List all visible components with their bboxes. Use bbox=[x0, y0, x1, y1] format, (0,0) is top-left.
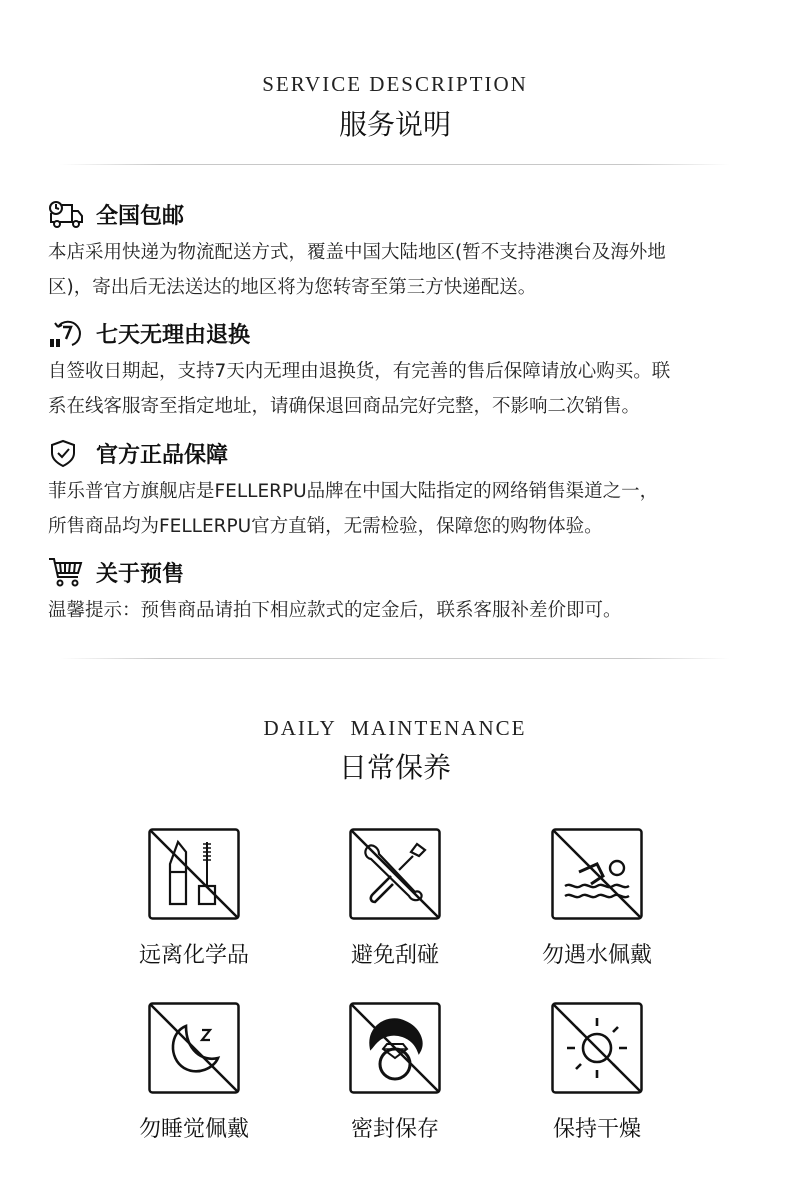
keep-dry-sun-icon bbox=[551, 1002, 643, 1094]
sealed-storage-icon bbox=[349, 1002, 441, 1094]
service-item-title: 七天无理由退换 bbox=[96, 322, 251, 348]
service-item-presale bbox=[48, 556, 748, 628]
care-item-label: 勿遇水佩戴 bbox=[541, 943, 652, 968]
care-item-label: 密封保存 bbox=[350, 1117, 439, 1142]
care-item-label: 保持干燥 bbox=[552, 1117, 641, 1142]
no-swimming-icon bbox=[551, 828, 643, 920]
shopping-cart-icon bbox=[48, 556, 84, 588]
delivery-truck-icon bbox=[48, 198, 84, 230]
service-item-free-shipping bbox=[48, 198, 748, 305]
service-item-text: 自签收日期起，支持7天内无理由退换货，有完善的售后保障请放心购买。联 bbox=[48, 361, 671, 382]
service-item-text: 温馨提示：预售商品请拍下相应款式的定金后，联系客服补差价即可。 bbox=[48, 600, 622, 621]
care-item-scratches bbox=[300, 828, 490, 969]
care-item-sleep bbox=[99, 1002, 289, 1143]
divider bbox=[60, 164, 730, 165]
service-cn-title: 服务说明 bbox=[338, 108, 451, 141]
service-item-authentic bbox=[48, 437, 748, 544]
care-item-chemicals bbox=[99, 828, 289, 969]
care-item-label: 远离化学品 bbox=[138, 943, 249, 968]
maintenance-en-title: DAILY MAINTENANCE bbox=[263, 716, 527, 740]
service-item-text: 菲乐普官方旗舰店是FELLERPU品牌在中国大陆指定的网络销售渠道之一， bbox=[48, 481, 659, 502]
seven-day-return-icon bbox=[48, 317, 84, 349]
service-item-text: 区)，寄出后无法送达的地区将为您转寄至第三方快递配送。 bbox=[48, 277, 537, 298]
service-item-seven-day-return bbox=[48, 317, 748, 424]
care-item-dry bbox=[502, 1002, 692, 1143]
service-en-title: SERVICE DESCRIPTION bbox=[262, 72, 528, 96]
shield-check-icon bbox=[48, 437, 84, 469]
no-tools-icon bbox=[349, 828, 441, 920]
no-sleeping-icon bbox=[148, 1002, 240, 1094]
maintenance-cn-title: 日常保养 bbox=[338, 751, 451, 784]
service-item-text: 本店采用快递为物流配送方式，覆盖中国大陆地区(暂不支持港澳台及海外地 bbox=[48, 242, 666, 263]
divider bbox=[60, 658, 730, 659]
service-item-title: 全国包邮 bbox=[96, 203, 185, 229]
care-item-sealed bbox=[300, 1002, 490, 1143]
no-cosmetics-icon bbox=[148, 828, 240, 920]
service-item-text: 系在线客服寄至指定地址，请确保退回商品完好完整，不影响二次销售。 bbox=[48, 396, 641, 417]
care-item-water bbox=[502, 828, 692, 969]
service-item-title: 关于预售 bbox=[96, 561, 185, 587]
service-item-text: 所售商品均为FELLERPU官方直销，无需检验，保障您的购物体验。 bbox=[48, 516, 603, 537]
care-item-label: 避免刮碰 bbox=[350, 943, 439, 968]
service-item-title: 官方正品保障 bbox=[96, 442, 229, 468]
care-item-label: 勿睡觉佩戴 bbox=[138, 1117, 249, 1142]
